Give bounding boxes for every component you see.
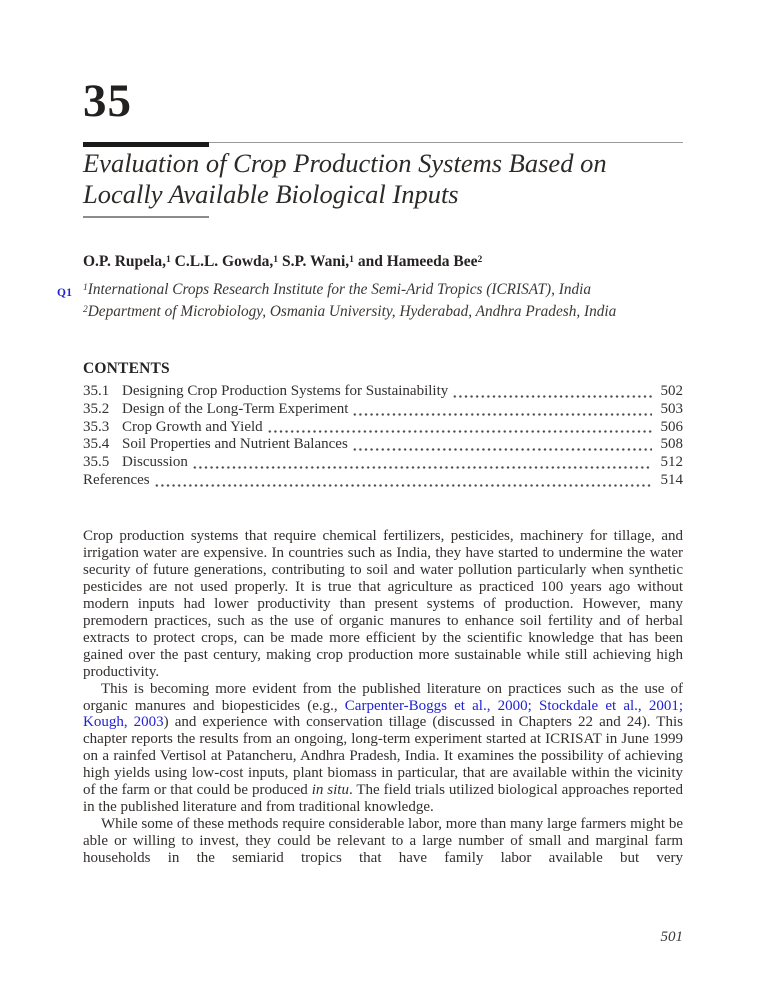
toc-section-number: 35.1 — [83, 383, 110, 399]
superscript-affiliation-ref: 1 — [273, 253, 279, 265]
toc-page-number: 508 — [660, 436, 683, 453]
table-of-contents — [83, 383, 683, 490]
affiliation-2 — [83, 303, 616, 320]
chapter-title-line1: Evaluation of Crop Production Systems Based on — [83, 148, 607, 178]
chapter-title-line2: Locally Available Biological Inputs — [83, 179, 459, 209]
authors-line — [83, 253, 683, 271]
toc-dot-leader — [267, 419, 652, 437]
chapter-rule-thick-bar — [83, 142, 209, 147]
text-run: Department of Microbiology, Osmania University, Hyderabad, Andhra Pradesh, India — [87, 303, 617, 320]
toc-section-title: Soil Properties and Nutrient Balances — [122, 436, 348, 453]
text-run: ) and experience with conservation tillage (discussed in Chapters 22 and 24). This chapter reports the results from an ongoing, long-term experiment started at ICRISAT in June 1999 on a rainfed Vertisol at Patancheru, Andhra Pradesh, India. It examines the possibility of achieving high yields using low-cost inputs, plant biomass in particular, that are available within the vicinity of the farm or that could be produced — [83, 714, 683, 799]
text-run: C.L.L. Gowda, — [170, 253, 274, 270]
toc-section-title: Designing Crop Production Systems for Sustainability — [122, 383, 449, 399]
toc-dot-leader — [352, 436, 652, 454]
text-run: O.P. Rupela, — [83, 253, 166, 270]
italic-text: in situ — [311, 782, 349, 799]
toc-section-title: Discussion — [122, 454, 188, 471]
toc-page-number: 502 — [660, 383, 683, 399]
toc-section-number: 35.5 — [83, 454, 110, 471]
affiliation-1 — [83, 281, 591, 298]
toc-dot-leader — [452, 383, 652, 401]
text-run: and Hameeda Bee — [353, 253, 478, 270]
chapter-number: 35 — [83, 75, 132, 127]
toc-section-title: References — [83, 471, 150, 488]
superscript-affiliation-ref: 1 — [349, 253, 354, 265]
page-number: 501 — [660, 929, 683, 945]
toc-entry — [83, 472, 683, 490]
toc-dot-leader — [352, 401, 652, 419]
superscript-affiliation-ref: 2 — [83, 304, 88, 315]
text-run: . The field trials utilized biological approaches reported in the published literature and from traditional knowledge. — [83, 782, 684, 816]
toc-entry — [83, 454, 683, 472]
citation-link[interactable]: Carpenter-Boggs et al., 2000; Stockdale et al., 2001; Kough, 2003 — [83, 697, 683, 731]
toc-section-number: 35.4 — [83, 436, 110, 453]
body-paragraph — [83, 681, 683, 817]
toc-dot-leader — [154, 472, 652, 490]
text-run: Crop production systems that require chemical fertilizers, pesticides, machinery for tillage, and irrigation water are expensive. In countries such as India, they have started to undermine the water security of future generations, contributing to soil and water pollution particularly when synthetic pesticides are not used properly. It is true that agriculture as practiced 100 years ago without modern inputs had lower productivity than present systems of production. However, many premodern practices, such as the use of organic manures to enhance soil fertility and of herbal extracts to protect crops, can be made more efficient by the scientific knowledge that has been gained over the past century, making crop production more sustainable while still achieving high productivity. — [83, 528, 683, 680]
toc-page-number: 514 — [660, 471, 683, 488]
toc-entry — [83, 401, 683, 419]
contents-section — [83, 360, 683, 490]
affiliation-row-2 — [83, 301, 703, 323]
body-paragraph — [83, 816, 683, 867]
superscript-affiliation-ref: 1 — [165, 253, 171, 265]
body-text — [83, 528, 683, 867]
toc-section-title: Design of the Long-Term Experiment — [122, 400, 349, 417]
toc-entry — [83, 383, 683, 401]
superscript-affiliation-ref: 2 — [477, 253, 483, 265]
toc-page-number: 506 — [660, 418, 683, 435]
text-run: S.P. Wani, — [278, 253, 350, 270]
affiliations-block — [57, 279, 703, 323]
text-run: While some of these methods require considerable labor, more than many large farmers might be able or willing to invest, they could be relevant to a large number of small and marginal farm households in the semiarid tropics that have family labor available but very — [83, 816, 683, 867]
page-content — [57, 0, 684, 994]
toc-dot-leader — [192, 454, 652, 472]
text-run: International Crops Research Institute for the Semi-Arid Tropics (ICRISAT), India — [87, 281, 592, 298]
editor-query-marker: Q1 — [57, 287, 73, 299]
toc-section-number: 35.2 — [83, 400, 110, 417]
title-underline — [83, 216, 209, 218]
contents-heading: CONTENTS — [83, 360, 170, 377]
body-paragraph — [83, 528, 683, 681]
toc-section-title: Crop Growth and Yield — [122, 418, 263, 435]
toc-page-number: 503 — [660, 400, 683, 417]
text-run: This is becoming more evident from the published literature on practices such as the use of organic manures and biopesticides (e.g., — [83, 680, 683, 714]
toc-page-number: 512 — [660, 454, 683, 471]
chapter-title — [83, 148, 683, 210]
affiliation-row-1 — [57, 279, 703, 301]
toc-entry — [83, 419, 683, 437]
superscript-affiliation-ref: 1 — [83, 282, 88, 293]
toc-entry — [83, 436, 683, 454]
toc-section-number: 35.3 — [83, 418, 110, 435]
